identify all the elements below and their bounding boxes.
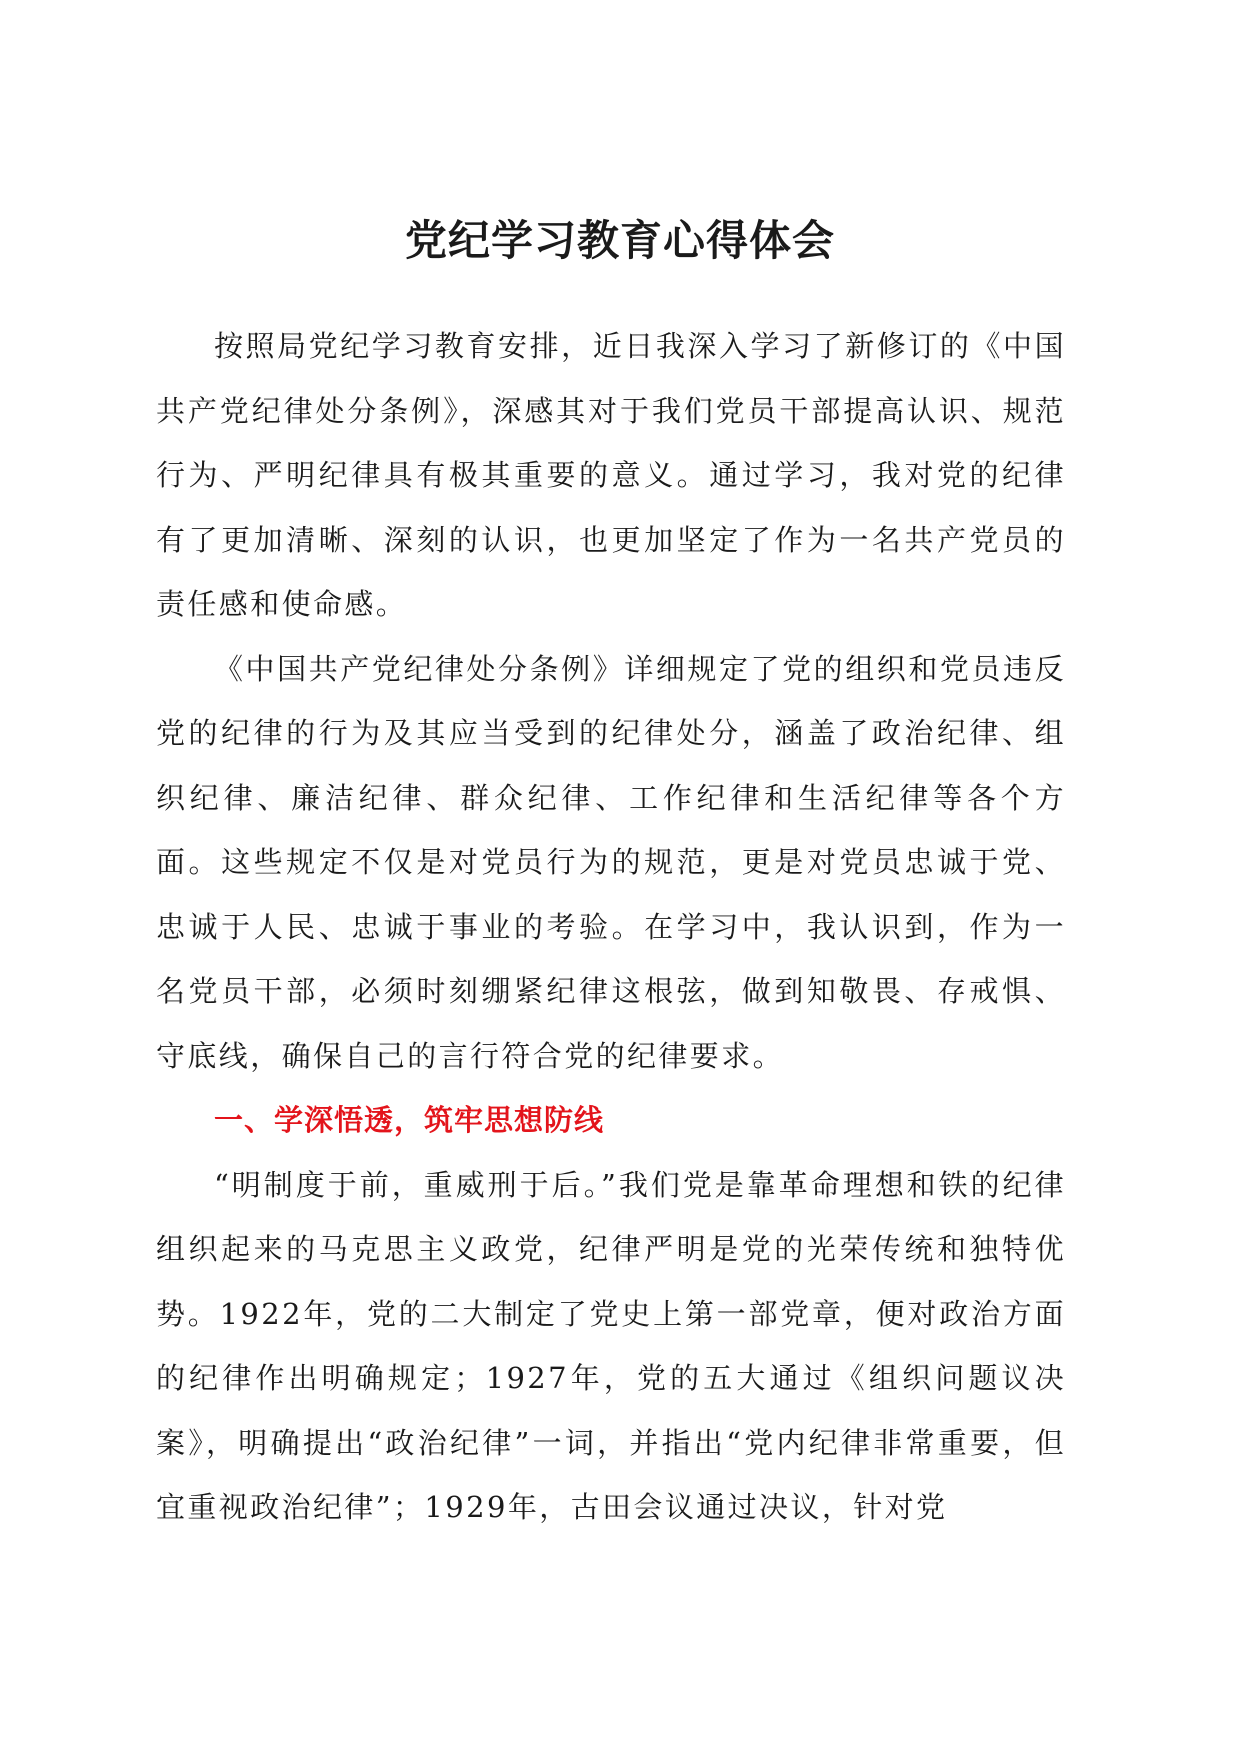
paragraph-regulations: 《中国共产党纪律处分条例》详细规定了党的组织和党员违反党的纪律的行为及其应当受到的纪律处分，涵盖了政治纪律、组织纪律、廉洁纪律、群众纪律、工作纪律和生活纪律等各个方面。这些规定不仅是对党员行为的规范，更是对党员忠诚于党、忠诚于人民、忠诚于事业的考验。在学习中，我认识到，作为一名党员干部，必须时刻绷紧纪律这根弦，做到知敬畏、存戒惧、守底线，确保自己的言行符合党的纪律要求。 (156, 651, 1066, 1073)
document-title: 党纪学习教育心得体会 (404, 216, 835, 265)
paragraph-history: “明制度于前，重威刑于后。”我们党是靠革命理想和铁的纪律组织起来的马克思主义政党，纪律严明是党的光荣传统和独特优势。1922年，党的二大制定了党史上第一部党章，便对政治方面的纪律作出明确规定；1927年，党的五大通过《组织问题议决案》，明确提出“政治纪律”一词，并指出“党内纪律非常重要，但宜重视政治纪律”；1929年，古田会议通过决议，针对党 (156, 1167, 1066, 1524)
paragraph-intro: 按照局党纪学习教育安排，近日我深入学习了新修订的《中国共产党纪律处分条例》，深感其对于我们党员干部提高认识、规范行为、严明纪律具有极其重要的意义。通过学习，我对党的纪律有了更加清晰、深刻的认识，也更加坚定了作为一名共产党员的责任感和使命感。 (156, 329, 1066, 621)
section-heading: 一、学深悟透，筑牢思想防线 (214, 1103, 605, 1137)
document-body (156, 314, 1066, 1540)
